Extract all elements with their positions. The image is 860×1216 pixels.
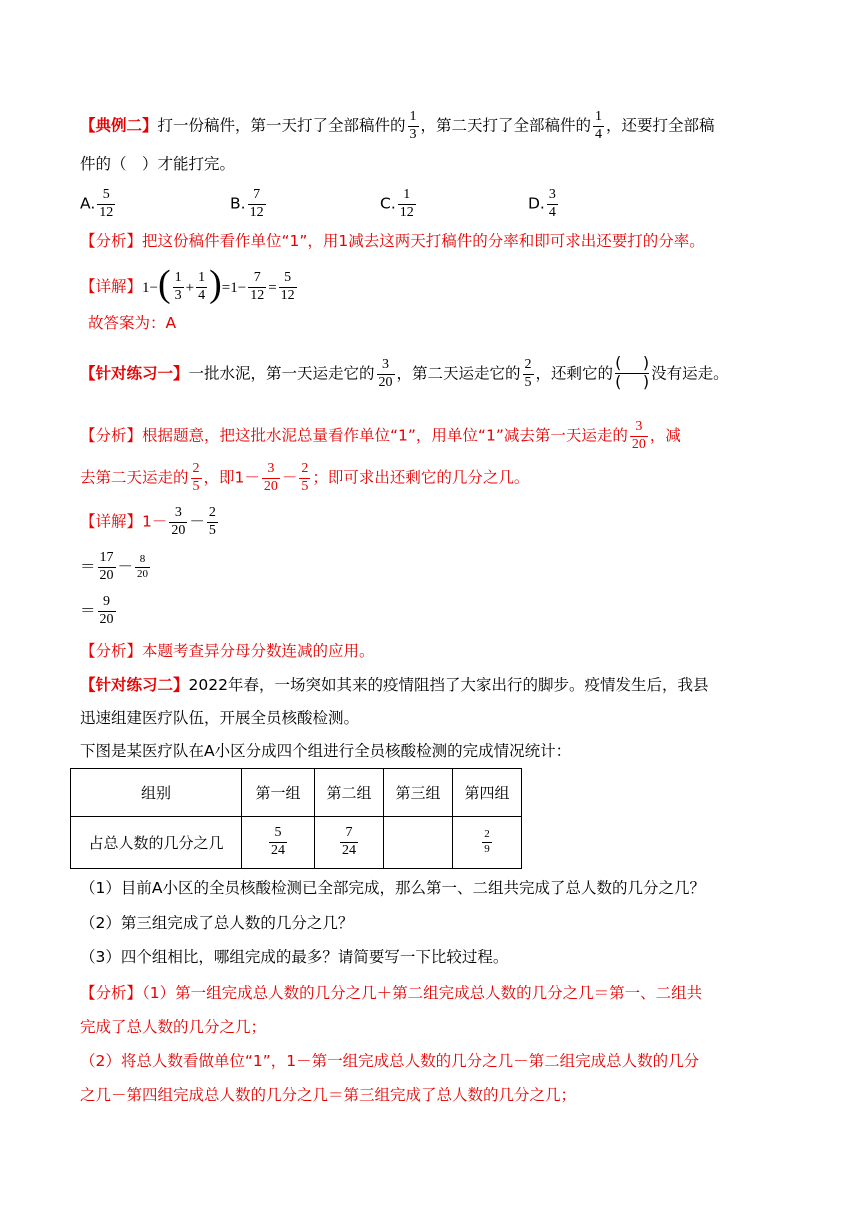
example2-analysis: 【分析】把这份稿件看作单位“1”，用1减去这两天打稿件的分率和即可求出还要打的分率。 [80, 232, 705, 250]
practice1-question [80, 356, 729, 392]
table-header-group: 组别 [71, 769, 242, 817]
option-b-label: B. [230, 194, 246, 213]
practice2-analysis-2a: （2）将总人数看做单位“1”，1－第一组完成总人数的几分之几－第二组完成总人数的几分 [80, 1052, 700, 1070]
practice2-line1: 【针对练习二】2022年春，一场突如其来的疫情阻挡了大家出行的脚步。疫情发生后，我县 [80, 676, 709, 694]
practice2-line3: 下图是某医疗队在A小区分成四个组进行全员核酸检测的完成情况统计： [80, 742, 572, 760]
practice2-analysis-1b: 完成了总人数的几分之几； [80, 1018, 267, 1036]
option-b-fraction: $\frac{7}{12}$ [249, 187, 264, 220]
practice1-detail-line3: ＝ $\frac{9}{20}$ [80, 594, 114, 627]
d-eq-2: = [268, 279, 277, 296]
d-minus: − [149, 279, 158, 296]
option-a-label: A. [80, 194, 96, 213]
table-cell-g2 [315, 817, 384, 869]
practice2-line2: 迅速组建医疗队伍，开展全员核酸检测。 [80, 709, 360, 727]
option-d-label: D. [528, 194, 545, 213]
d-one: 1 [142, 279, 150, 296]
detail-fraction-5-12: $\frac{5}{12}$ [280, 269, 295, 303]
practice1-detail-line1: 【详解】1－ $\frac{3}{20}$ － $\frac{2}{5}$ [80, 505, 216, 538]
option-c [380, 188, 418, 220]
fraction-one-fourth: $\frac{1}{4}$ [595, 109, 603, 142]
d-eq-1: = [221, 279, 231, 296]
analysis-fraction-2-5b: $\frac{2}{5}$ [301, 461, 309, 494]
table-header-g2: 第二组 [315, 769, 384, 817]
table-cell-g3 [384, 817, 453, 869]
question-1: （1）目前A小区的全员核酸检测已全部完成，那么第一、二组共完成了总人数的几分之几？ [80, 879, 705, 897]
question-2: （2）第三组完成了总人数的几分之几？ [80, 914, 354, 932]
fraction-one-third: $\frac{1}{3}$ [409, 109, 417, 142]
table-header-g1: 第一组 [242, 769, 315, 817]
example2-question-line2: 件的（ ）才能打完。 [80, 155, 236, 173]
example2-tag: 【典例二】 [80, 116, 158, 135]
practice1-detail-line2: ＝ $\frac{17}{20}$ － $\frac{8}{20}$ [80, 550, 149, 583]
example2-detail [80, 263, 299, 306]
option-a [80, 188, 117, 220]
option-a-fraction: $\frac{5}{12}$ [99, 187, 114, 220]
cell-fraction-2-9: $\frac{2}{9}$ [484, 828, 490, 855]
option-b [230, 188, 268, 220]
practice1-text2: ，第二天运走它的 [396, 364, 521, 383]
completion-table [70, 768, 522, 869]
question-3: （3）四个组相比，哪组完成的最多？请简要写一下比较过程。 [80, 948, 509, 966]
cell-fraction-7-24: $\frac{7}{24}$ [342, 825, 356, 858]
right-paren: ) [209, 263, 222, 305]
detail-f-17-20: $\frac{17}{20}$ [99, 550, 114, 583]
practice1-text4: 没有运走。 [651, 364, 729, 383]
option-c-label: C. [380, 194, 396, 213]
cell-fraction-5-24: $\frac{5}{24}$ [271, 825, 285, 858]
left-paren: ( [157, 263, 171, 305]
practice2-analysis-2b: 之几－第四组完成总人数的几分之几＝第三组完成了总人数的几分之几； [80, 1086, 577, 1104]
practice1-summary: 【分析】本题考查异分母分数连减的应用。 [80, 642, 375, 660]
detail-fraction-1-4: $\frac{1}{4}$ [198, 269, 206, 303]
detail-fraction-1-3: $\frac{1}{3}$ [174, 269, 182, 303]
answer-blank-fraction[interactable] [615, 356, 649, 392]
fraction-3-20: $\frac{3}{20}$ [378, 356, 393, 390]
d-plus: + [185, 279, 195, 296]
practice2-tag: 【针对练习二】 [80, 676, 189, 694]
example2-detail-tag: 【详解】 [80, 277, 143, 296]
example2-text-part3: ，还要打全部稿 [606, 116, 715, 135]
table-header-row [71, 769, 522, 817]
detail-f-9-20: $\frac{9}{20}$ [99, 594, 114, 627]
table-row-label: 占总人数的几分之几 [71, 817, 242, 869]
practice1-text1: 一批水泥，第一天运走它的 [188, 364, 375, 383]
option-d [528, 188, 560, 220]
analysis-fraction-2-5: $\frac{2}{5}$ [192, 461, 200, 494]
table-cell-g4 [453, 817, 522, 869]
example2-question-line1 [80, 110, 715, 142]
detail-fraction-7-12: $\frac{7}{12}$ [250, 269, 265, 303]
detail-f-8-20: $\frac{8}{20}$ [137, 553, 149, 580]
table-header-g3: 第三组 [384, 769, 453, 817]
analysis-fraction-3-20: $\frac{3}{20}$ [631, 419, 646, 452]
detail-f-2-5: $\frac{2}{5}$ [208, 505, 216, 538]
fraction-2-5: $\frac{2}{5}$ [524, 356, 532, 390]
detail-f-3-20: $\frac{3}{20}$ [171, 505, 186, 538]
practice1-tag: 【针对练习一】 [80, 364, 189, 383]
practice1-analysis-line2: 去第二天运走的 $\frac{2}{5}$ ，即1－ $\frac{3}{20}$ － $\frac{2}{5}$ ；即可求出还剩它的几分之几。 [80, 461, 530, 494]
d-minus-2: − [237, 279, 247, 296]
example2-text-part2: ，第二天打了全部稿件的 [420, 116, 592, 135]
table-row [71, 817, 522, 869]
table-cell-g1 [242, 817, 315, 869]
practice2-analysis-1a: 【分析】（1）第一组完成总人数的几分之几＋第二组完成总人数的几分之几＝第一、二组共 [80, 984, 703, 1002]
practice1-text3: ，还剩它的 [535, 364, 614, 383]
option-c-fraction: $\frac{1}{12}$ [399, 187, 414, 220]
option-d-fraction: $\frac{3}{4}$ [548, 187, 556, 220]
practice1-analysis-line1: 【分析】根据题意，把这批水泥总量看作单位“1”，用单位“1”减去第一天运走的 $\frac{3}{20}$ ，减 [80, 419, 681, 452]
analysis-fraction-3-20b: $\frac{3}{20}$ [263, 461, 278, 494]
d-one-2: 1 [230, 279, 238, 296]
example2-text-part1: 打一份稿件，第一天打了全部稿件的 [157, 116, 406, 135]
example2-answer: 故答案为：A [88, 314, 177, 332]
table-header-g4: 第四组 [453, 769, 522, 817]
